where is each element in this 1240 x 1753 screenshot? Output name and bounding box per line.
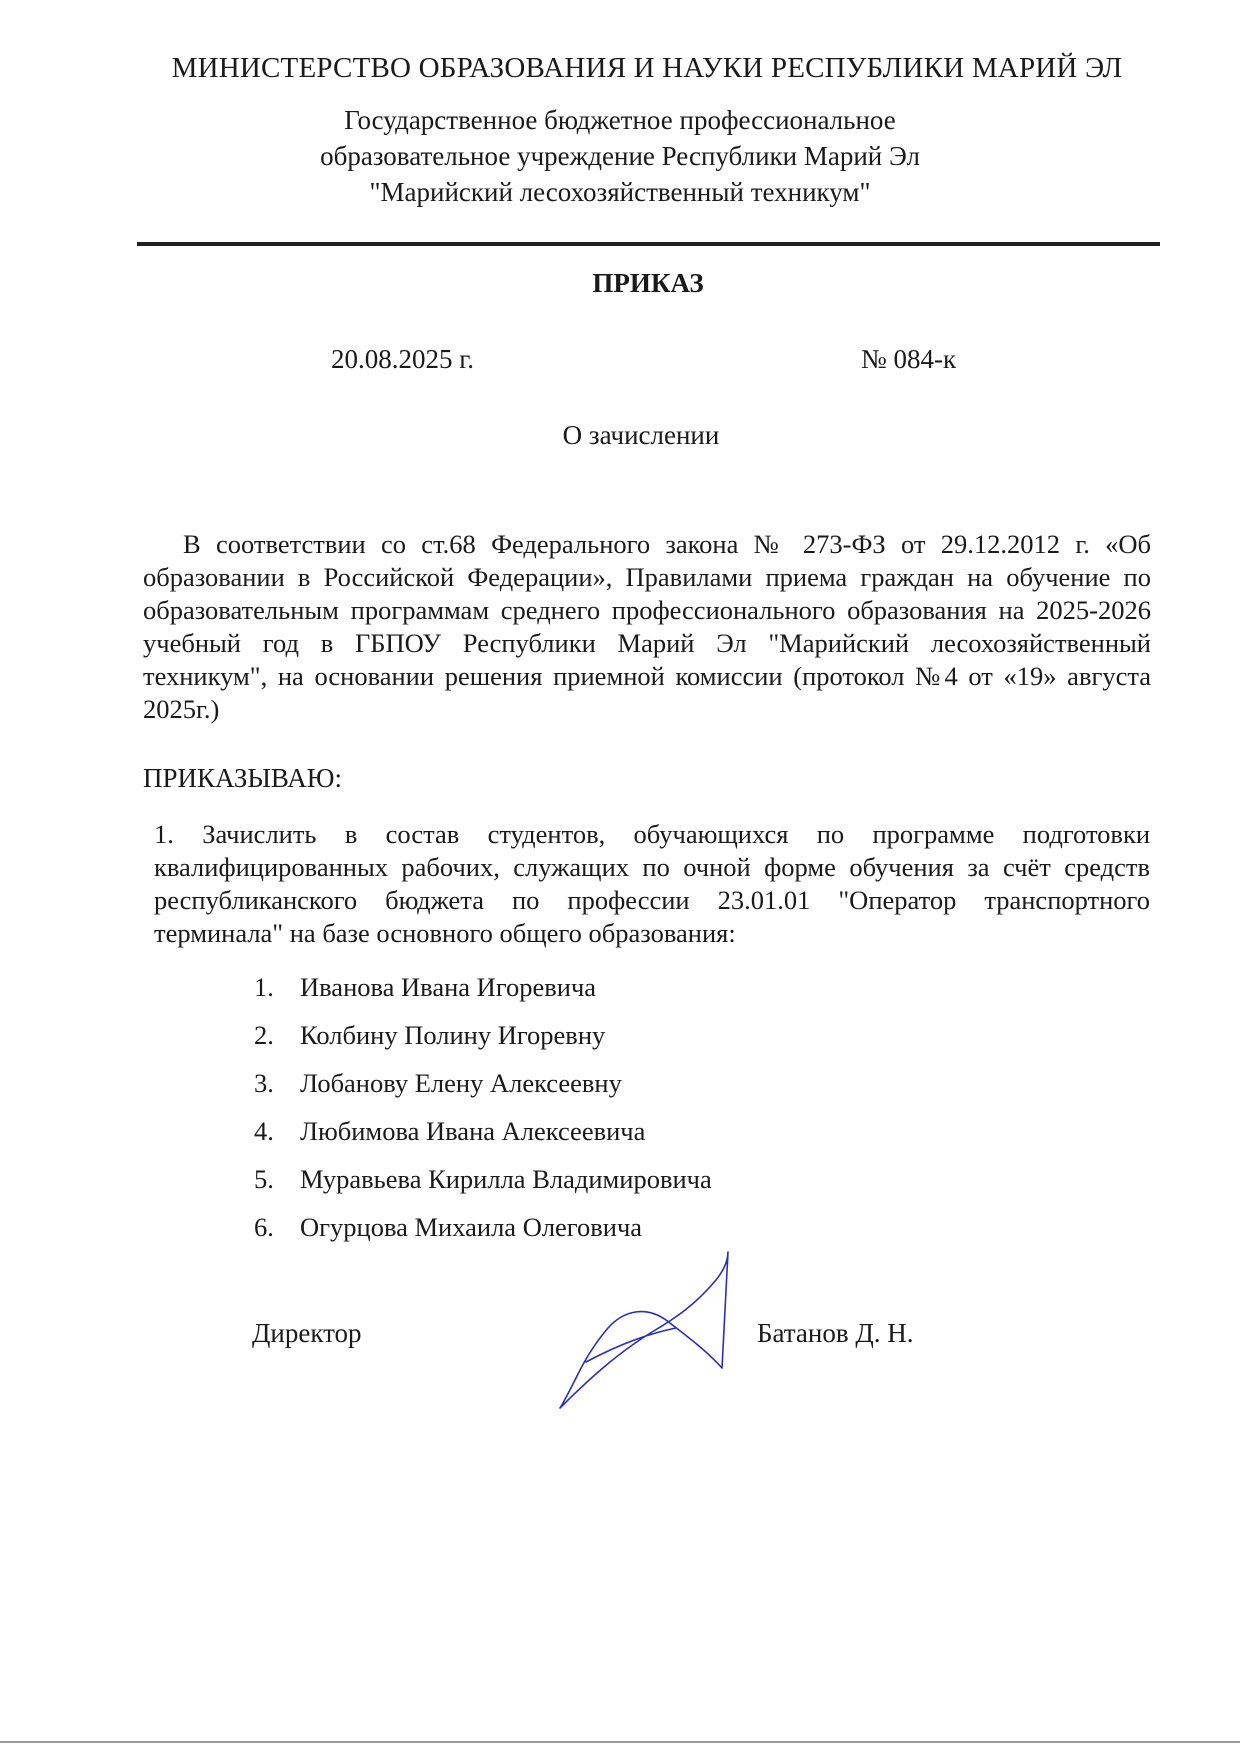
header-divider [137, 242, 1160, 246]
list-item-number: 5. [254, 1164, 274, 1194]
list-item-number: 4. [254, 1116, 274, 1146]
order-directive: ПРИКАЗЫВАЮ: [143, 763, 342, 793]
student-name: Муравьева Кирилла Владимировича [300, 1164, 712, 1194]
order-date: 20.08.2025 г. [331, 344, 475, 374]
org-line-2: образовательное учреждение Республики Марий Эл [320, 141, 920, 171]
clause-1: 1. Зачислить в состав студентов, обучающихся по программе подготовки квалифицированных рабочих, служащих по очной форме обучения за счёт средств республиканского бюджета по профессии 23.01.01 "Оператор транспортного терминала" на базе основного общего образования: [154, 819, 1150, 948]
signatory-title: Директор [252, 1318, 362, 1348]
list-item-number: 1. [254, 972, 274, 1002]
preamble-text: В соответствии со ст.68 Федерального закона № 273-ФЗ от 29.12.2012 г. «Об образовании в Российской Федерации», Правилами приема граждан на обучение по образовательным программам среднего профессионального образования на 2025-2026 учебный год в ГБПОУ Республики Марий Эл "Марийский лесохозяйственный техникум", на основании решения приемной комиссии (протокол №4 от «19» августа 2025г.) [143, 529, 1151, 724]
student-list [254, 970, 712, 1258]
handwritten-signature [556, 1250, 736, 1410]
order-number: № 084-к [861, 344, 957, 374]
student-name: Любимова Ивана Алексеевича [300, 1116, 646, 1146]
document-title: ПРИКАЗ [592, 268, 704, 298]
list-item-number: 3. [254, 1068, 274, 1098]
page-edge [0, 1741, 1240, 1743]
list-item [254, 1018, 712, 1066]
student-name: Колбину Полину Игоревну [300, 1020, 606, 1050]
org-line-3: "Марийский лесохозяйственный техникум" [369, 177, 871, 207]
student-name: Иванова Ивана Игоревича [300, 972, 597, 1002]
org-line-1: Государственное бюджетное профессиональное [344, 105, 896, 135]
list-item [254, 970, 712, 1018]
student-name: Лобанову Елену Алексеевну [300, 1068, 622, 1098]
list-item [254, 1066, 712, 1114]
list-item-number: 2. [254, 1020, 274, 1050]
ministry-name: МИНИСТЕРСТВО ОБРАЗОВАНИЯ И НАУКИ РЕСПУБЛИКИ МАРИЙ ЭЛ [171, 52, 1123, 84]
preamble-paragraph [143, 528, 1151, 726]
organization-name [0, 102, 1240, 210]
student-name: Огурцова Михаила Олеговича [300, 1212, 643, 1242]
list-item [254, 1114, 712, 1162]
signatory-name: Батанов Д. Н. [757, 1318, 914, 1348]
list-item-number: 6. [254, 1212, 274, 1242]
list-item [254, 1162, 712, 1210]
order-subject: О зачислении [562, 420, 720, 450]
